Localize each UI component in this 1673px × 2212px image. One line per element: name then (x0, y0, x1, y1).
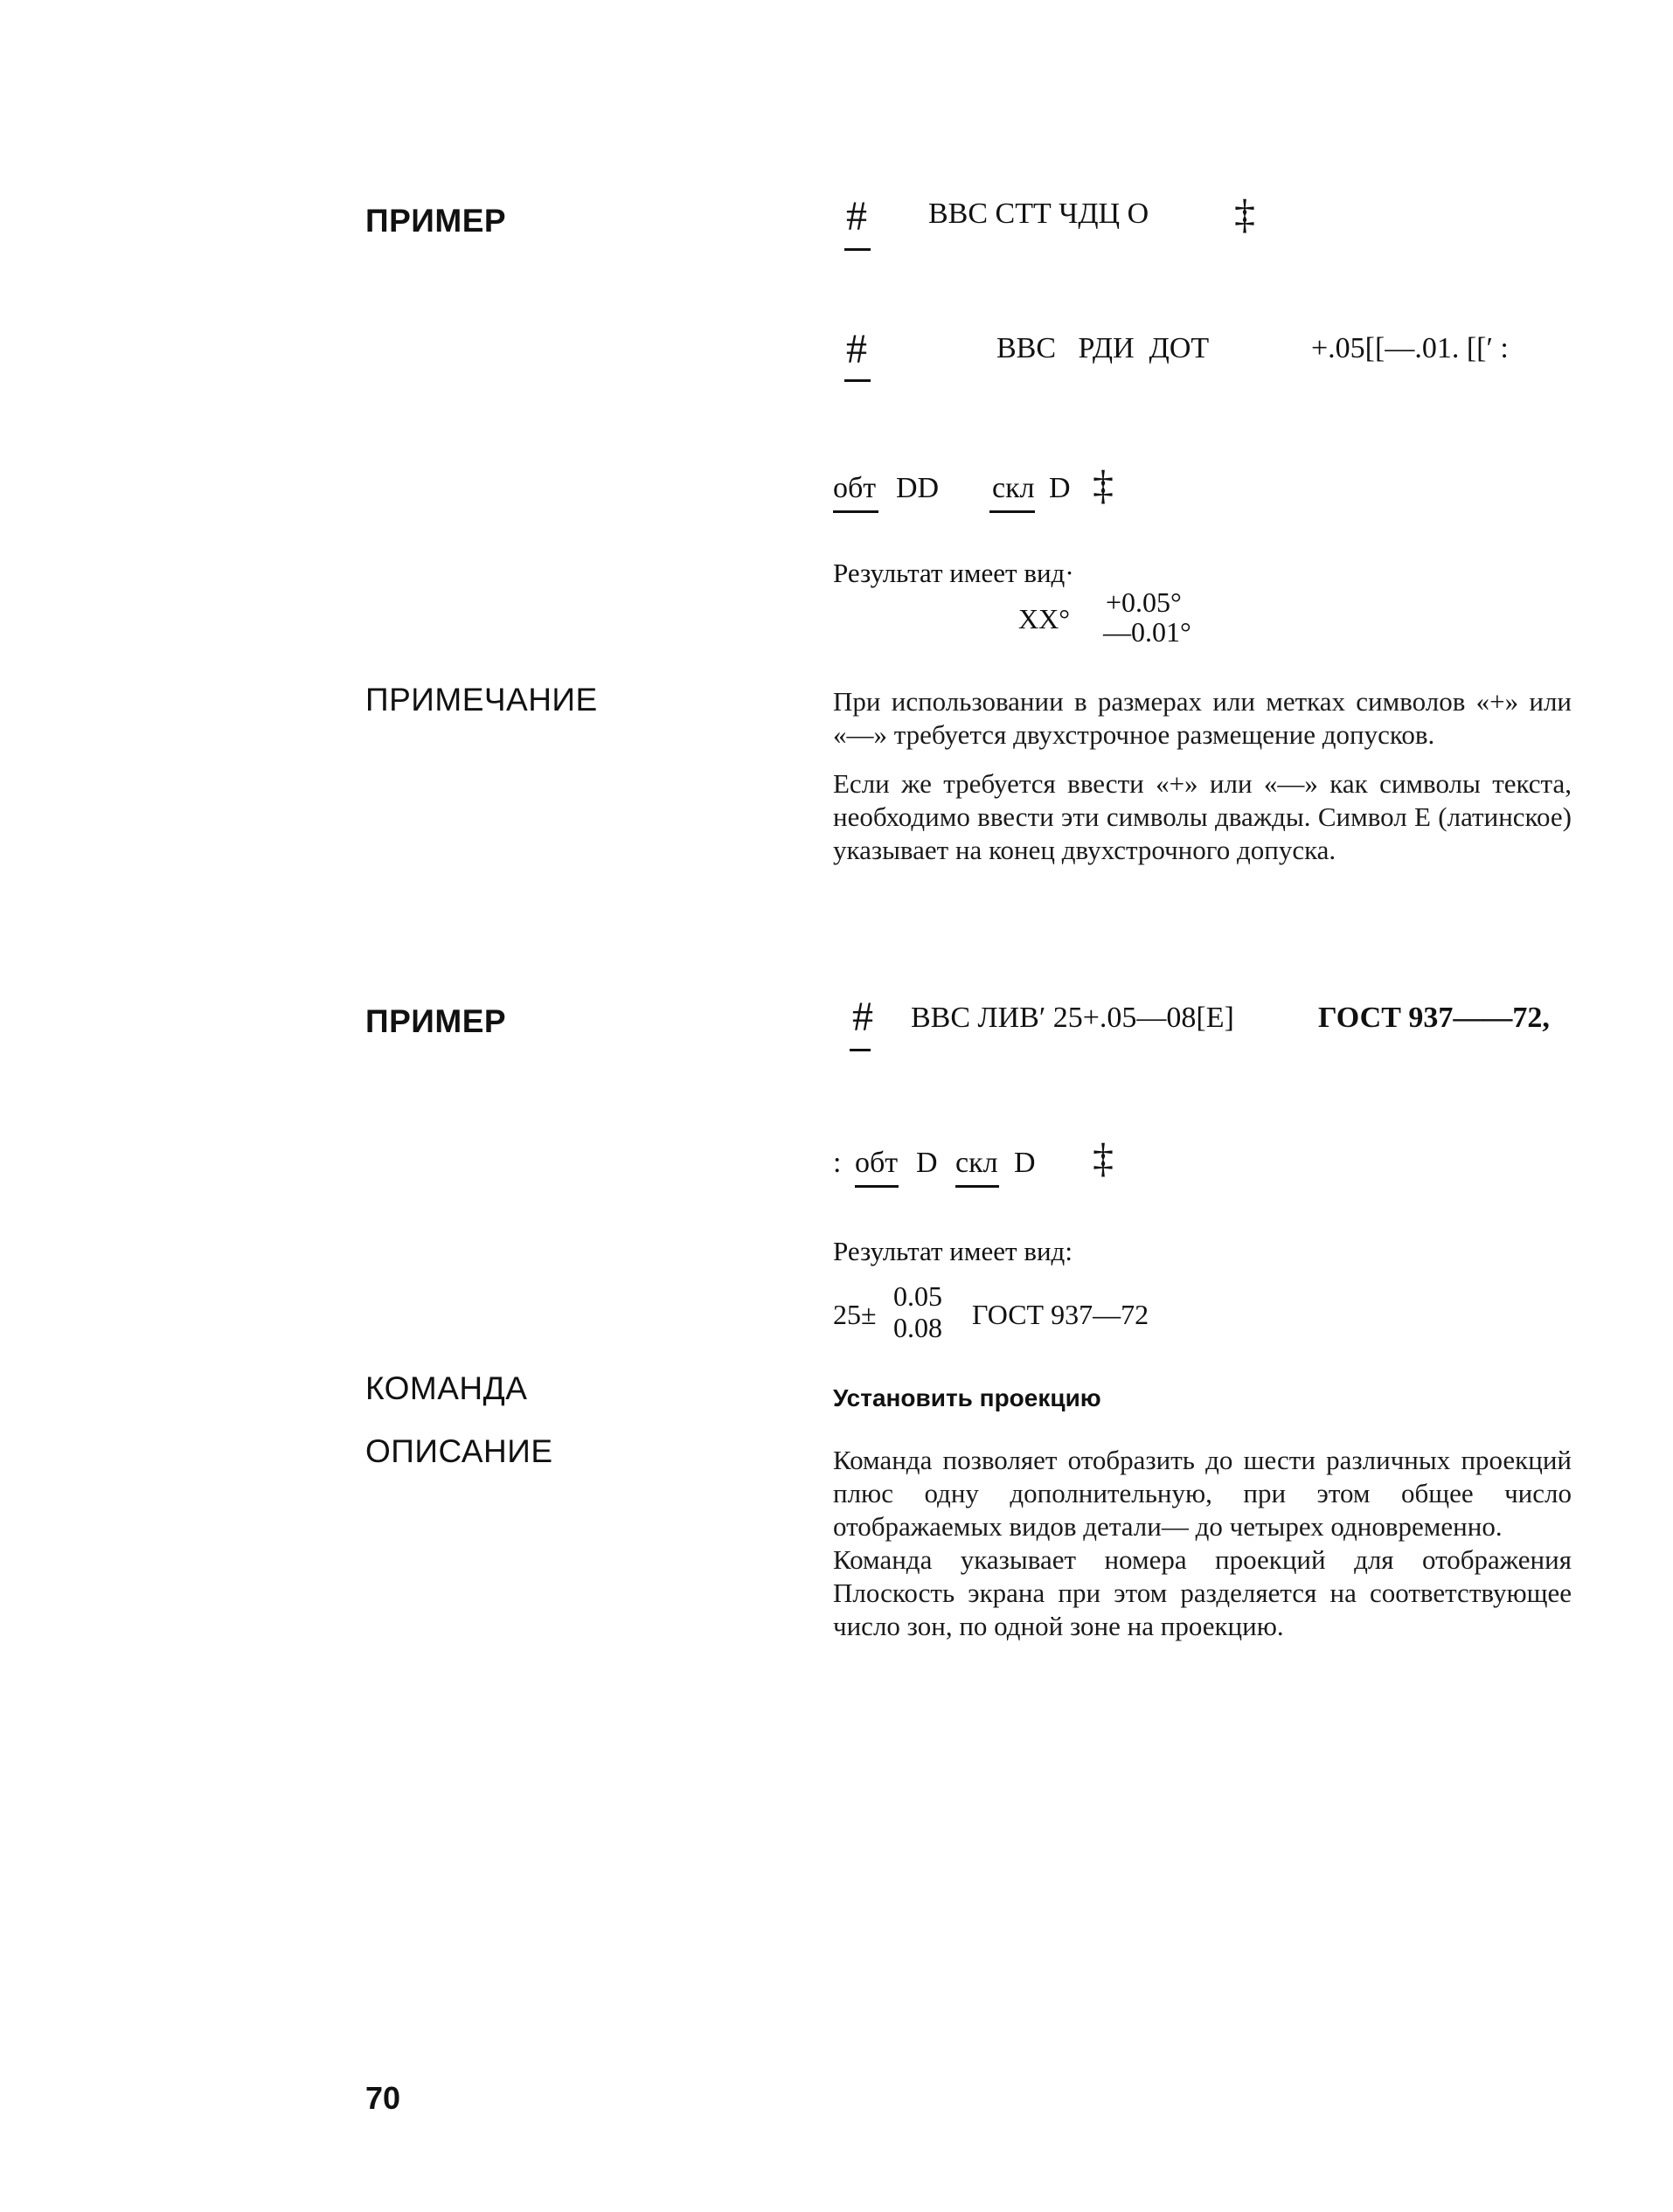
example2-line1-command: ВВС ЛИВ′ 25+.05—08[E] (911, 1002, 1234, 1034)
description-text (833, 1444, 1572, 1659)
obt-keyword: обт (833, 472, 877, 504)
hash-symbol: # (846, 326, 867, 372)
example1-dd: DD (896, 472, 940, 504)
label-command: КОМАНДА (365, 1370, 528, 1406)
end-symbol: ‡ (1234, 191, 1255, 238)
example2-d2: D (1014, 1147, 1036, 1179)
example2-d1: D (916, 1147, 938, 1179)
result-label-2: Результат имеет вид: (833, 1236, 1073, 1266)
example1-line2-command: ВВС РДИ ДОТ (996, 332, 1210, 364)
example1-line1: ВВС СТТ ЧДЦ О (928, 198, 1149, 230)
hash-underline (844, 248, 871, 251)
result2-base: 25± (833, 1299, 877, 1330)
skl-keyword: скл (955, 1147, 998, 1179)
page-number: 70 (365, 2080, 401, 2116)
result1-upper-tolerance: +0.05° (1106, 586, 1182, 618)
label-example-1: ПРИМЕР (365, 203, 507, 239)
example2-line1-gost: ГОСТ 937——72, (1318, 1002, 1550, 1034)
skl-underline (955, 1185, 999, 1188)
note-text (833, 685, 1572, 883)
note-paragraph-2: Если же требуется ввести «+» или «—» как символы текста, необходимо ввести эти символы дважды. Символ E (латинское) указывает на конец двухстрочного допуска. (833, 768, 1572, 865)
obt-underline (833, 510, 878, 513)
description-paragraph-1: Команда позволяет отобразить до шести различных проекций плюс одну дополнительную, при этом общее число отображаемых видов детали— до четырех одновременно. (833, 1445, 1572, 1542)
note-paragraph-1: При использовании в размерах или метках символов «+» или «—» требуется двухстрочное размещение допусков. (833, 686, 1572, 750)
label-description: ОПИСАНИЕ (365, 1433, 553, 1469)
example1-d: D (1049, 472, 1071, 504)
result1-base: XX° (1018, 603, 1071, 634)
hash-symbol: # (846, 193, 867, 239)
obt-underline (855, 1185, 899, 1188)
command-name: Установить проекцию (833, 1384, 1101, 1411)
hash-underline (844, 379, 871, 382)
end-symbol: ‡ (1093, 462, 1114, 509)
label-note: ПРИМЕЧАНИЕ (365, 682, 598, 718)
description-paragraph-2: Команда указывает номера проекций для отображения Плоскость экрана при этом разделяется на соответствующее число зон, по одной зоне на проекцию. (833, 1544, 1572, 1641)
hash-underline (850, 1049, 871, 1051)
example1-line2-args: +.05[[—.01. [[′ : (1311, 332, 1509, 364)
result2-gost: ГОСТ 937—72 (972, 1299, 1149, 1330)
result1-lower-tolerance: —0.01° (1103, 616, 1191, 648)
end-symbol: ‡ (1093, 1135, 1114, 1182)
result2-upper-tolerance: 0.05 (893, 1280, 942, 1312)
result2-lower-tolerance: 0.08 (893, 1312, 942, 1343)
result-label-1: Результат имеет вид· (833, 558, 1074, 588)
label-example-2: ПРИМЕР (365, 1003, 507, 1039)
hash-symbol: # (852, 994, 873, 1040)
skl-keyword: скл (992, 472, 1035, 504)
example2-colon: : (833, 1147, 842, 1179)
skl-underline (989, 510, 1035, 513)
obt-keyword: обт (855, 1147, 899, 1179)
